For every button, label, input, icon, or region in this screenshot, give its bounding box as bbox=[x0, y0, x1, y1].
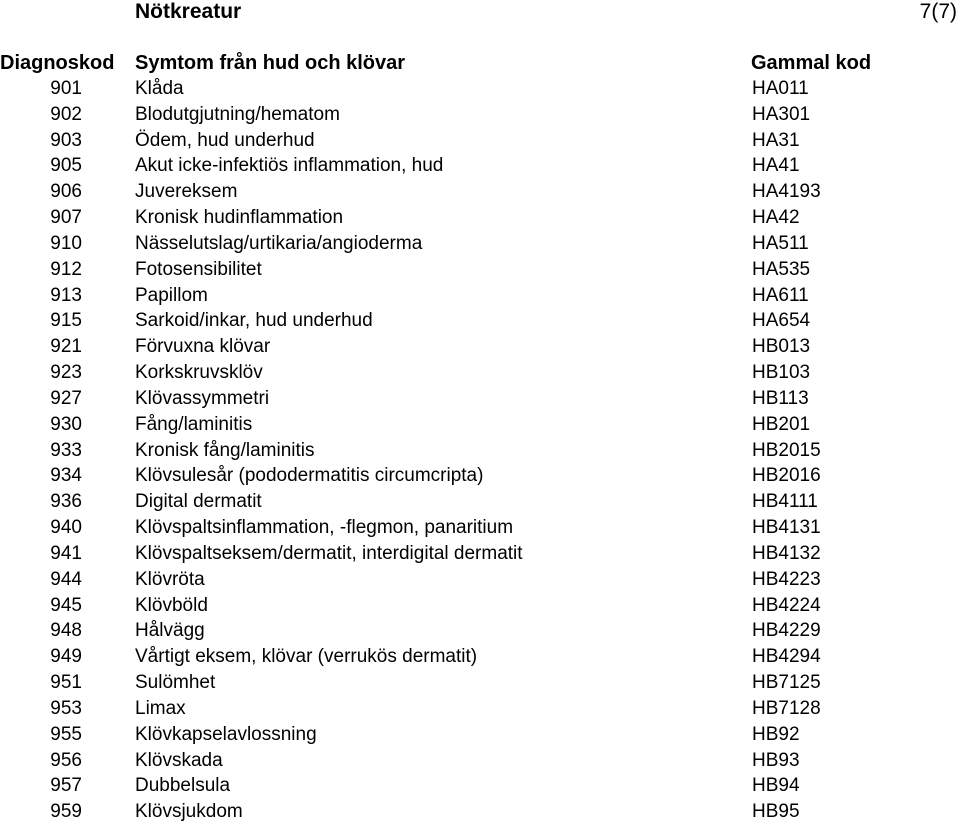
old-code: HB92 bbox=[752, 723, 800, 745]
symptom-text: Fång/laminitis bbox=[135, 413, 253, 435]
table-row bbox=[0, 644, 960, 670]
symptom-text: Hålvägg bbox=[135, 620, 205, 642]
old-code: HA301 bbox=[752, 103, 811, 125]
old-code: HB7128 bbox=[752, 697, 821, 719]
column-header-code: Diagnoskod bbox=[0, 52, 115, 74]
diagnosis-code: 923 bbox=[50, 362, 82, 384]
symptom-text: Akut icke-infektiös inflammation, hud bbox=[135, 155, 444, 177]
symptom-text: Vårtigt eksem, klövar (verrukös dermatit) bbox=[135, 646, 478, 668]
old-code: HB4229 bbox=[752, 620, 821, 642]
diagnosis-code: 933 bbox=[50, 439, 82, 461]
old-code: HB113 bbox=[752, 387, 809, 409]
diagnosis-code: 902 bbox=[50, 103, 82, 125]
diagnosis-code: 936 bbox=[50, 491, 82, 513]
diagnosis-code: 949 bbox=[50, 646, 82, 668]
old-code: HA41 bbox=[752, 155, 800, 177]
diagnosis-code: 910 bbox=[50, 232, 82, 254]
diagnosis-code: 934 bbox=[50, 465, 82, 487]
diagnosis-code: 944 bbox=[50, 568, 82, 590]
table-row bbox=[0, 153, 960, 179]
symptom-text: Sarkoid/inkar, hud underhud bbox=[135, 310, 373, 332]
table-row bbox=[0, 593, 960, 619]
diagnosis-code: 955 bbox=[50, 723, 82, 745]
diagnosis-table bbox=[0, 76, 960, 825]
old-code: HA011 bbox=[752, 78, 809, 99]
table-row bbox=[0, 567, 960, 593]
old-code: HB95 bbox=[752, 801, 800, 823]
symptom-text: Klövskada bbox=[135, 749, 223, 771]
table-row bbox=[0, 179, 960, 205]
old-code: HB4111 bbox=[752, 491, 818, 513]
table-row bbox=[0, 334, 960, 360]
old-code: HA42 bbox=[752, 207, 800, 229]
symptom-text: Nässelutslag/urtikaria/angioderma bbox=[135, 232, 423, 254]
symptom-text: Klövspaltsinflammation, -flegmon, panaritium bbox=[135, 517, 514, 539]
table-row bbox=[0, 773, 960, 799]
table-row bbox=[0, 308, 960, 334]
diagnosis-code: 921 bbox=[50, 336, 82, 358]
symptom-text: Korkskruvsklöv bbox=[135, 362, 263, 384]
diagnosis-code: 948 bbox=[50, 620, 82, 642]
table-row bbox=[0, 360, 960, 386]
symptom-text: Fotosensibilitet bbox=[135, 258, 262, 280]
diagnosis-code: 906 bbox=[50, 181, 82, 203]
old-code: HB7125 bbox=[752, 672, 821, 694]
old-code: HB94 bbox=[752, 775, 800, 797]
table-row bbox=[0, 722, 960, 748]
table-row bbox=[0, 386, 960, 412]
old-code: HB013 bbox=[752, 336, 811, 358]
old-code: HA611 bbox=[752, 284, 809, 306]
symptom-text: Klövsjukdom bbox=[135, 801, 243, 823]
table-row bbox=[0, 205, 960, 231]
diagnosis-code: 901 bbox=[50, 78, 82, 99]
old-code: HA654 bbox=[752, 310, 811, 332]
symptom-text: Klövböld bbox=[135, 594, 208, 616]
diagnosis-code: 915 bbox=[50, 310, 82, 332]
symptom-text: Klövkapselavlossning bbox=[135, 723, 317, 745]
symptom-text: Limax bbox=[135, 697, 186, 719]
table-row bbox=[0, 515, 960, 541]
old-code: HB4132 bbox=[752, 542, 821, 564]
table-row bbox=[0, 128, 960, 154]
column-header-old-code: Gammal kod bbox=[751, 52, 872, 74]
symptom-text: Kronisk fång/laminitis bbox=[135, 439, 315, 461]
diagnosis-code: 903 bbox=[50, 129, 82, 151]
diagnosis-code: 941 bbox=[50, 542, 82, 564]
table-row bbox=[0, 696, 960, 722]
diagnosis-code: 913 bbox=[50, 284, 82, 306]
table-row bbox=[0, 541, 960, 567]
table-row bbox=[0, 670, 960, 696]
symptom-text: Sulömhet bbox=[135, 672, 216, 694]
diagnosis-code: 927 bbox=[50, 387, 82, 409]
table-row bbox=[0, 799, 960, 825]
page-title: Nötkreatur bbox=[135, 0, 242, 23]
diagnosis-code: 953 bbox=[50, 697, 82, 719]
table-row bbox=[0, 463, 960, 489]
diagnosis-code: 951 bbox=[50, 672, 82, 694]
table-row bbox=[0, 283, 960, 309]
table-row bbox=[0, 618, 960, 644]
diagnosis-code: 905 bbox=[50, 155, 82, 177]
symptom-text: Klåda bbox=[135, 78, 184, 99]
symptom-text: Klövspaltseksem/dermatit, interdigital dermatit bbox=[135, 542, 523, 564]
symptom-text: Kronisk hudinflammation bbox=[135, 207, 344, 229]
old-code: HB201 bbox=[752, 413, 811, 435]
page-number: 7(7) bbox=[919, 0, 957, 23]
old-code: HA4193 bbox=[752, 181, 821, 203]
diagnosis-code: 959 bbox=[50, 801, 82, 823]
table-row bbox=[0, 231, 960, 257]
old-code: HB4224 bbox=[752, 594, 821, 616]
old-code: HA31 bbox=[752, 129, 800, 151]
symptom-text: Digital dermatit bbox=[135, 491, 262, 513]
diagnosis-code: 930 bbox=[50, 413, 82, 435]
table-row bbox=[0, 412, 960, 438]
old-code: HB4294 bbox=[752, 646, 821, 668]
diagnosis-code: 912 bbox=[50, 258, 82, 280]
table-header bbox=[0, 50, 960, 76]
old-code: HA511 bbox=[752, 232, 809, 254]
table-row bbox=[0, 489, 960, 515]
column-header-symptom: Symtom från hud och klövar bbox=[135, 52, 406, 74]
old-code: HB2015 bbox=[752, 439, 821, 461]
symptom-text: Papillom bbox=[135, 284, 208, 306]
symptom-text: Förvuxna klövar bbox=[135, 336, 271, 358]
symptom-text: Klövsulesår (pododermatitis circumcripta) bbox=[135, 465, 484, 487]
table-row bbox=[0, 438, 960, 464]
symptom-text: Juvereksem bbox=[135, 181, 238, 203]
table-row bbox=[0, 257, 960, 283]
symptom-text: Blodutgjutning/hematom bbox=[135, 103, 340, 125]
diagnosis-code: 940 bbox=[50, 517, 82, 539]
old-code: HB103 bbox=[752, 362, 811, 384]
symptom-text: Klövassymmetri bbox=[135, 387, 270, 409]
symptom-text: Dubbelsula bbox=[135, 775, 231, 797]
symptom-text: Klövröta bbox=[135, 568, 205, 590]
diagnosis-code: 945 bbox=[50, 594, 82, 616]
table-row bbox=[0, 102, 960, 128]
diagnosis-code: 907 bbox=[50, 207, 82, 229]
old-code: HB2016 bbox=[752, 465, 821, 487]
diagnosis-code: 956 bbox=[50, 749, 82, 771]
old-code: HB93 bbox=[752, 749, 800, 771]
old-code: HA535 bbox=[752, 258, 811, 280]
table-row bbox=[0, 748, 960, 774]
old-code: HB4131 bbox=[752, 517, 821, 539]
diagnosis-code: 957 bbox=[50, 775, 82, 797]
table-row bbox=[0, 76, 960, 102]
old-code: HB4223 bbox=[752, 568, 821, 590]
symptom-text: Ödem, hud underhud bbox=[135, 129, 315, 151]
